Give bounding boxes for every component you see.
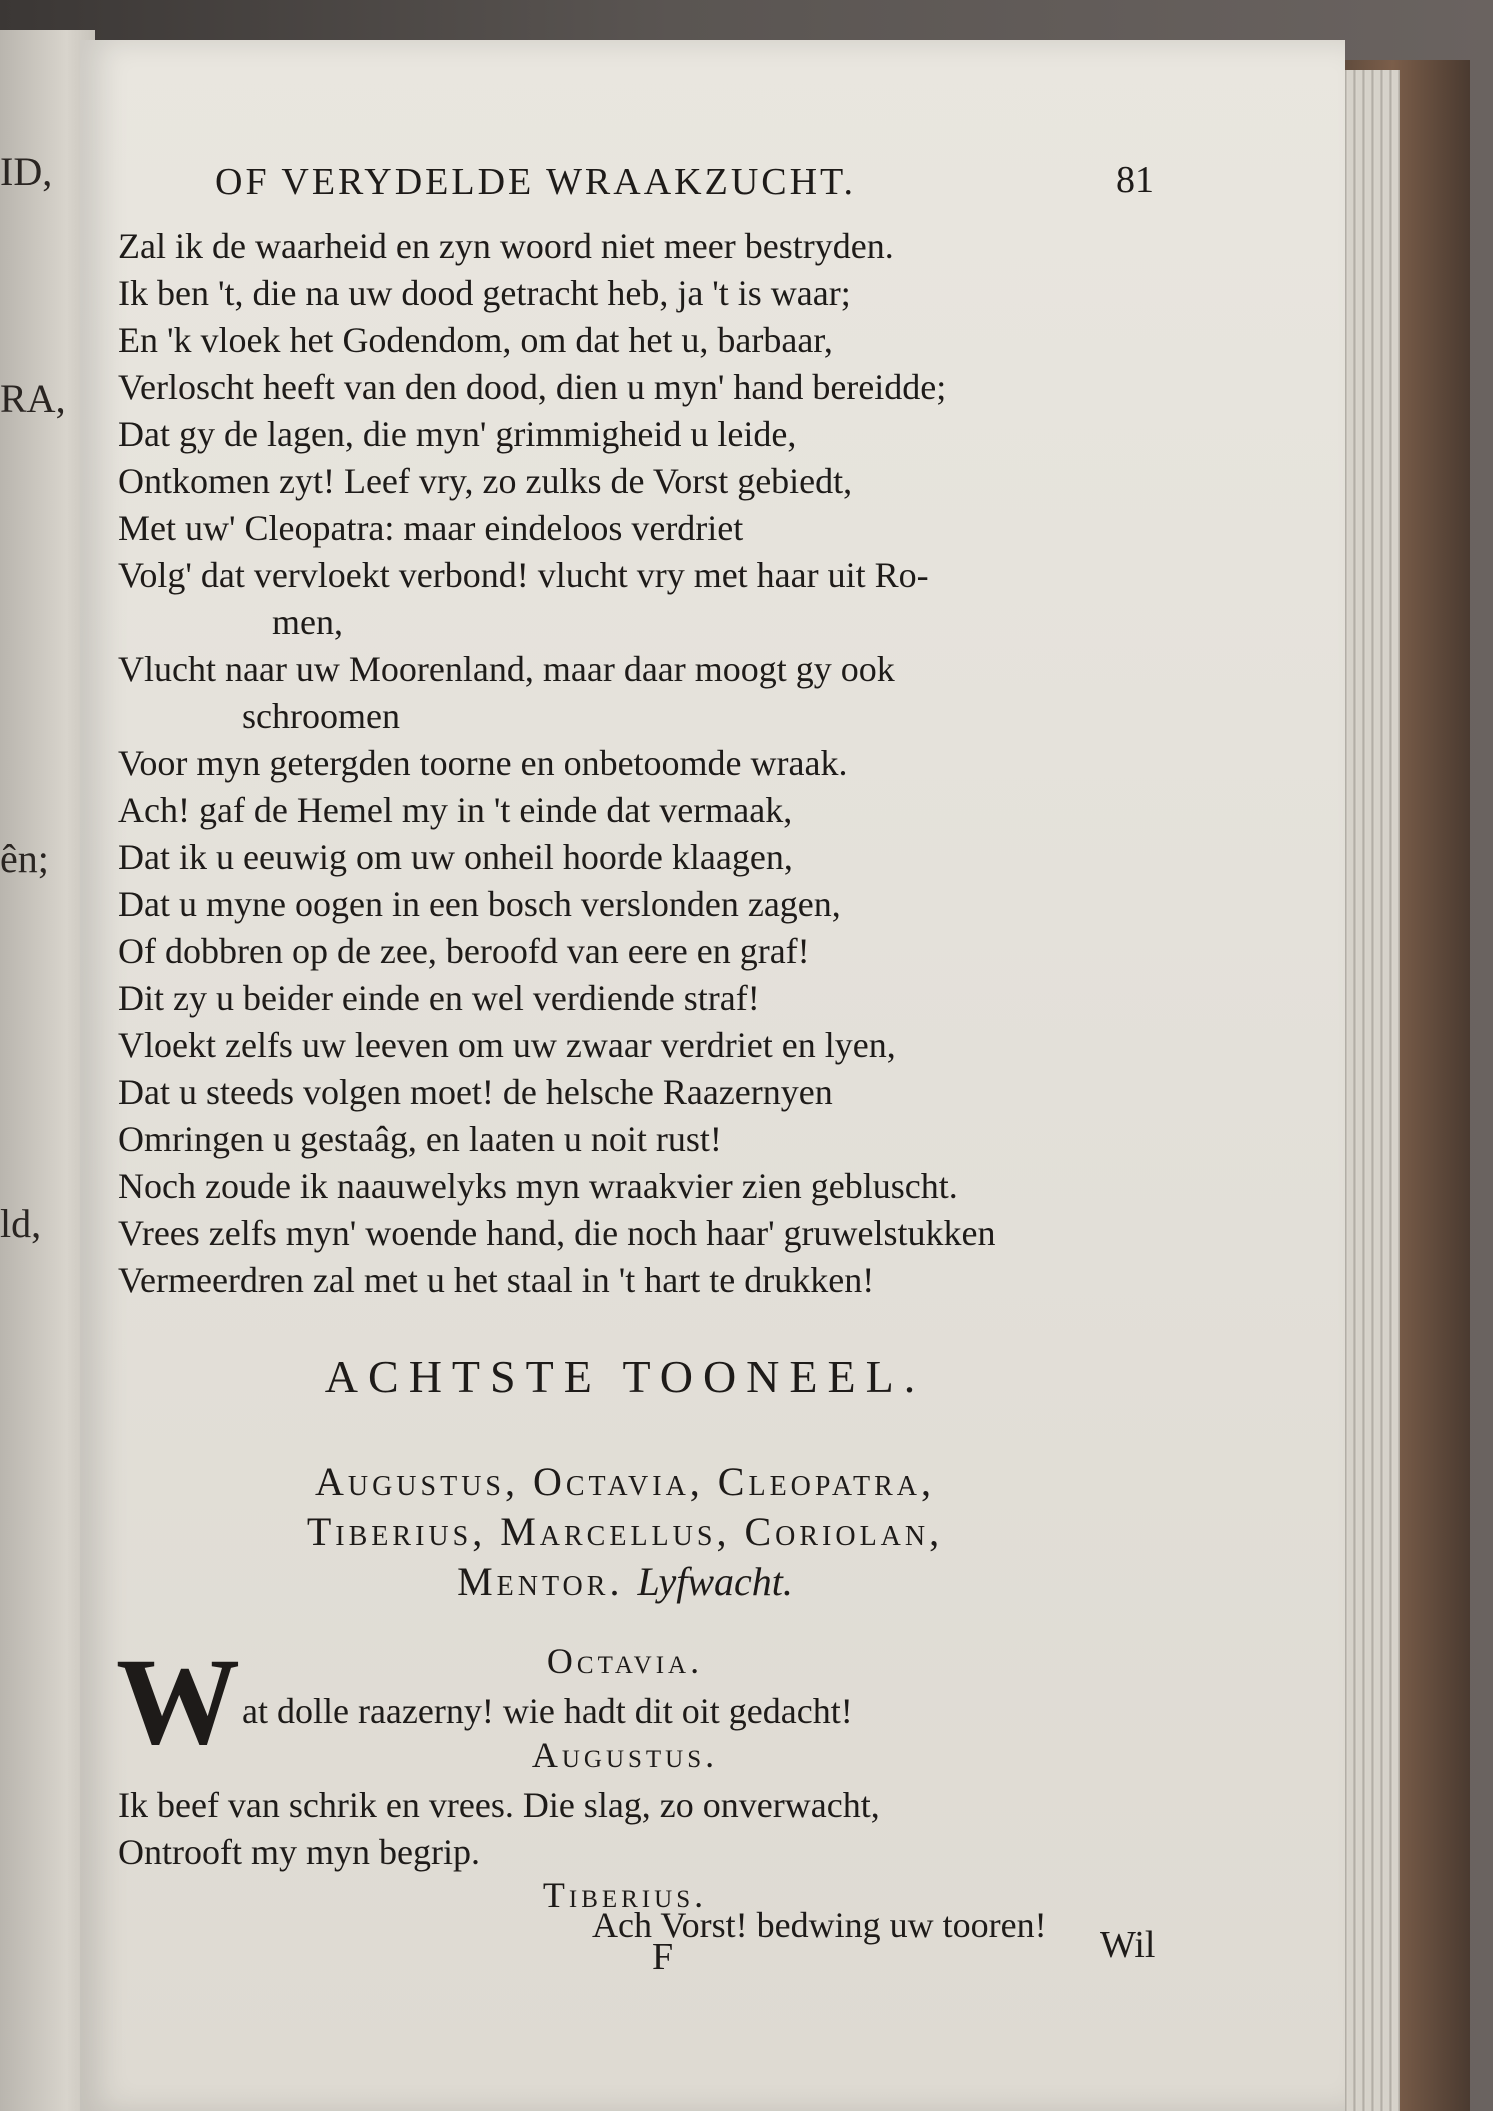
left-fragment: ên; <box>0 836 49 881</box>
verse-line: Vermeerdren zal met u het staal in 't hart te drukken! <box>118 1260 875 1300</box>
page-number: 81 <box>1116 159 1154 201</box>
verse-line: En 'k vloek het Godendom, om dat het u, barbaar, <box>118 320 833 360</box>
verse-line: Ach! gaf de Hemel my in 't einde dat vermaak, <box>118 790 793 830</box>
verse-line: Volg' dat vervloekt verbond! vlucht vry met haar uit Ro- <box>118 555 929 595</box>
speaker-name: Octavia. <box>546 1641 704 1681</box>
verse-line: Vloekt zelfs uw leeven om uw zwaar verdriet en lyen, <box>118 1025 896 1065</box>
verse-line: Ontkomen zyt! Leef vry, zo zulks de Vorst gebiedt, <box>118 461 853 501</box>
left-fragment: ID, <box>0 149 53 194</box>
verse-line: Dat u steeds volgen moet! de helsche Raazernyen <box>118 1072 833 1112</box>
scene-title: ACHTSTE TOONEEL. <box>324 1351 926 1402</box>
running-title: OF VERYDELDE WRAAKZUCHT. <box>215 161 856 203</box>
speaker-name: Augustus. <box>531 1735 719 1775</box>
verse-line: Dat u myne oogen in een bosch verslonden zagen, <box>118 884 841 924</box>
dialogue-line: at dolle raazerny! wie hadt dit oit gedacht! <box>242 1691 853 1731</box>
verse-line: Dit zy u beider einde en wel verdiende straf! <box>118 978 760 1018</box>
cast-names: Mentor. <box>457 1559 624 1604</box>
verse-line: Zal ik de waarheid en zyn woord niet meer bestryden. <box>118 226 894 266</box>
drop-cap: W <box>116 1633 240 1770</box>
signature-mark: F <box>652 1936 674 1978</box>
dialogue-line: Ontrooft my myn begrip. <box>118 1832 480 1872</box>
cast-italic: Lyfwacht. <box>637 1559 793 1604</box>
verse-line: schroomen <box>242 696 400 736</box>
verse-line: Dat gy de lagen, die myn' grimmigheid u leide, <box>118 414 797 454</box>
verse-line: Verloscht heeft van den dood, dien u myn' hand bereidde; <box>118 367 947 407</box>
verse-line: Of dobbren op de zee, beroofd van eere en graf! <box>118 931 810 971</box>
right-page <box>80 40 1345 2111</box>
verse-line: Voor myn getergden toorne en onbetoomde wraak. <box>118 743 848 783</box>
cast-list-line: Augustus, Octavia, Cleopatra, <box>314 1459 936 1504</box>
page-content <box>80 40 1345 2111</box>
verse-line: Dat ik u eeuwig om uw onheil hoorde klaagen, <box>118 837 793 877</box>
left-fragment: ld, <box>0 1201 42 1246</box>
verse-line: Met uw' Cleopatra: maar eindeloos verdriet <box>118 508 744 548</box>
verse-line: Vlucht naar uw Moorenland, maar daar moogt gy ook <box>118 649 895 689</box>
cast-list-line <box>80 1558 1170 1605</box>
verse-line: Vrees zelfs myn' woende hand, die noch haar' gruwelstukken <box>118 1213 996 1253</box>
verse-line: men, <box>272 602 343 642</box>
dialogue-line: Ik beef van schrik en vrees. Die slag, zo onverwacht, <box>118 1785 880 1825</box>
speaker-name: Tiberius. <box>542 1875 708 1915</box>
left-fragment: RA, <box>0 376 66 421</box>
verse-line: Omringen u gestaâg, en laaten u noit rust! <box>118 1119 722 1159</box>
verse-line: Noch zoude ik naauwelyks myn wraakvier zien gebluscht. <box>118 1166 958 1206</box>
catchword: Wil <box>1100 1924 1156 1966</box>
verse-line: Ik ben 't, die na uw dood getracht heb, ja 't is waar; <box>118 273 851 313</box>
cast-list-line: Tiberius, Marcellus, Coriolan, <box>306 1509 944 1554</box>
dialogue-line: Ach Vorst! bedwing uw tooren! <box>592 1905 1047 1945</box>
